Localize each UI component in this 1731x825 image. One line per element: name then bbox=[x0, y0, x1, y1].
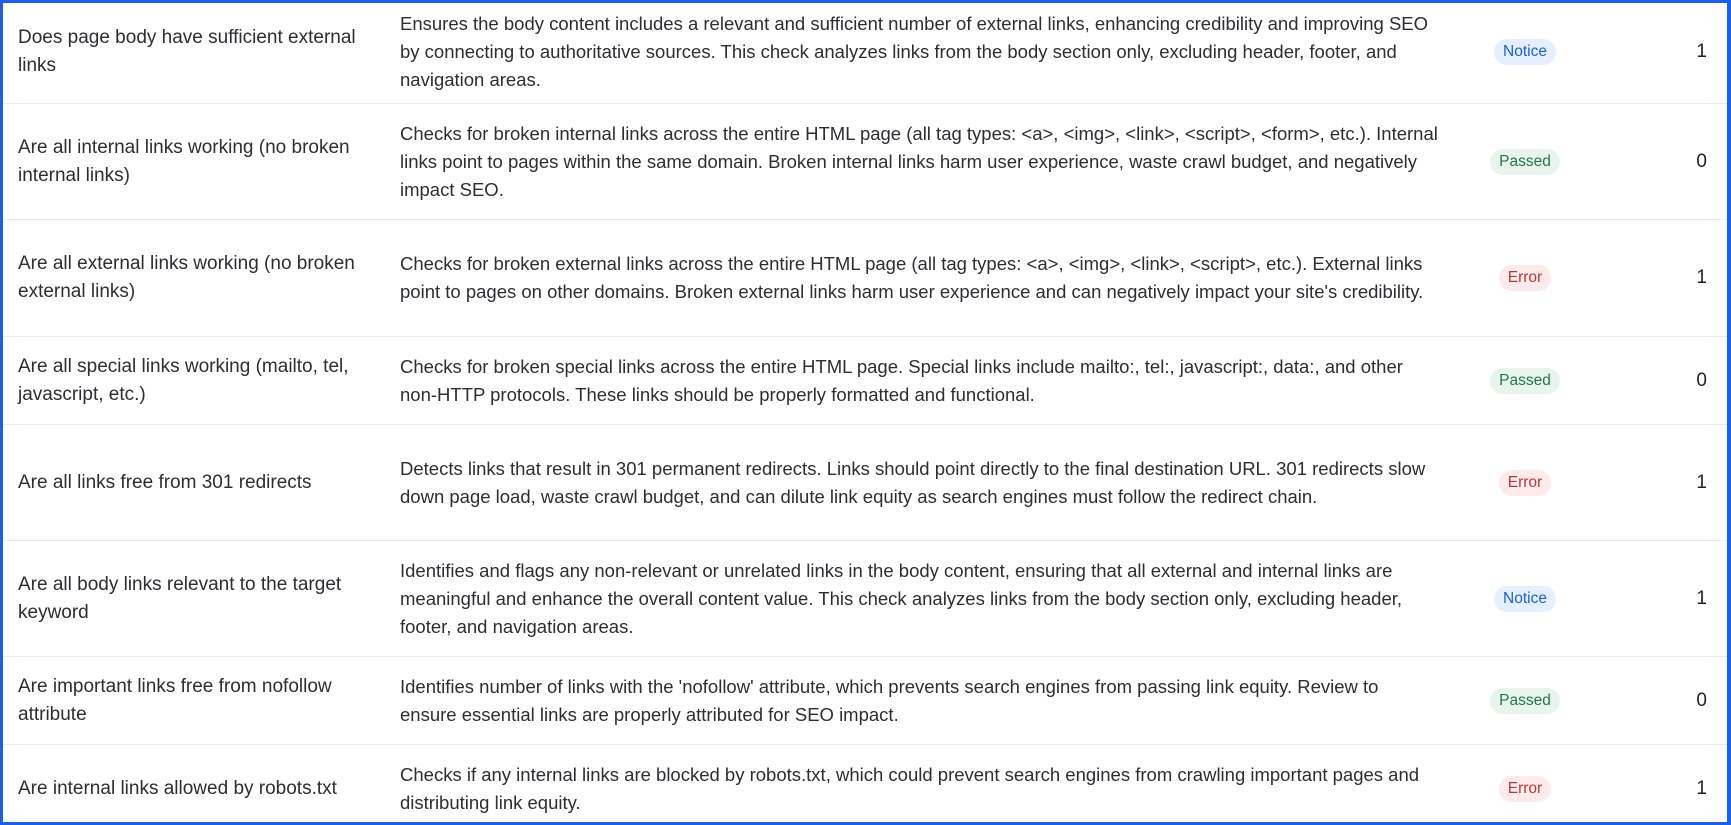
table-row[interactable] bbox=[3, 220, 1727, 337]
check-name: Are all links free from 301 redirects bbox=[18, 471, 312, 493]
issue-count: 0 bbox=[1696, 689, 1707, 711]
check-description: Identifies number of links with the 'nofollow' attribute, which prevents search engines from passing link equity. Review to ensure essential links are properly attributed for SEO impact. bbox=[400, 675, 1379, 725]
table-row[interactable] bbox=[3, 0, 1727, 104]
check-description: Checks for broken special links across the entire HTML page. Special links include mailto:, tel:, javascript:, data:, and other non-HTTP protocols. These links should be properly formatted and functional. bbox=[400, 355, 1403, 405]
status-badge: Notice bbox=[1494, 39, 1556, 65]
table-row[interactable] bbox=[3, 425, 1727, 541]
table-row[interactable] bbox=[3, 337, 1727, 425]
status-badge: Error bbox=[1499, 776, 1551, 802]
status-badge: Error bbox=[1499, 470, 1551, 496]
table-row[interactable] bbox=[3, 541, 1727, 657]
table-row[interactable] bbox=[3, 745, 1727, 825]
check-description: Ensures the body content includes a relevant and sufficient number of external links, enhancing credibility and improving SEO by connecting to authoritative sources. This check analyzes links from the body section only, excluding header, footer, and navigation areas. bbox=[400, 12, 1429, 90]
issue-count: 0 bbox=[1696, 369, 1707, 391]
check-name: Are all external links working (no broken external links) bbox=[18, 253, 355, 302]
check-name: Are important links free from nofollow attribute bbox=[18, 675, 332, 725]
table-row[interactable] bbox=[3, 104, 1727, 220]
issue-count: 1 bbox=[1696, 40, 1707, 62]
check-name: Does page body have sufficient external links bbox=[18, 26, 356, 76]
check-description: Checks if any internal links are blocked by robots.txt, which could prevent search engines from crawling important pages and distributing link equity. bbox=[400, 764, 1420, 813]
check-description: Identifies and flags any non-relevant or unrelated links in the body content, ensuring that all external and internal links are meaningful and enhance the overall content value. This check analyzes links from the body section only, excluding header, footer, and navigation areas. bbox=[400, 559, 1403, 637]
issue-count: 1 bbox=[1696, 587, 1707, 609]
issue-count: 1 bbox=[1696, 778, 1707, 799]
status-badge: Notice bbox=[1494, 586, 1556, 612]
link-checks-table bbox=[3, 0, 1727, 825]
check-name: Are internal links allowed by robots.txt bbox=[18, 778, 337, 799]
check-description: Detects links that result in 301 permanent redirects. Links should point directly to the final destination URL. 301 redirects slow down page load, waste crawl budget, and can dilute link equity as search engines must follow the redirect chain. bbox=[400, 457, 1426, 507]
check-description: Checks for broken internal links across the entire HTML page (all tag types: <a>, <img>, <link>, <script>, <form>, etc.). Internal links point to pages within the same domain. Broken internal links harm user experience, waste crawl budget, and negatively impact SEO. bbox=[400, 122, 1438, 200]
check-name: Are all special links working (mailto, tel, javascript, etc.) bbox=[18, 355, 349, 405]
table-row[interactable] bbox=[3, 657, 1727, 745]
issue-count: 0 bbox=[1696, 150, 1707, 172]
issue-count: 1 bbox=[1696, 471, 1707, 493]
status-badge: Error bbox=[1499, 265, 1551, 291]
check-name: Are all internal links working (no broken internal links) bbox=[18, 136, 350, 186]
issue-count: 1 bbox=[1696, 267, 1707, 288]
check-name: Are all body links relevant to the target keyword bbox=[18, 573, 342, 623]
status-badge: Passed bbox=[1490, 149, 1560, 175]
check-description: Checks for broken external links across the entire HTML page (all tag types: <a>, <img>, <link>, <script>, etc.). External links point to pages on other domains. Broken external links harm user experience and can negatively impact your site's credibility. bbox=[400, 253, 1424, 302]
status-badge: Passed bbox=[1490, 368, 1560, 394]
status-badge: Passed bbox=[1490, 688, 1560, 714]
